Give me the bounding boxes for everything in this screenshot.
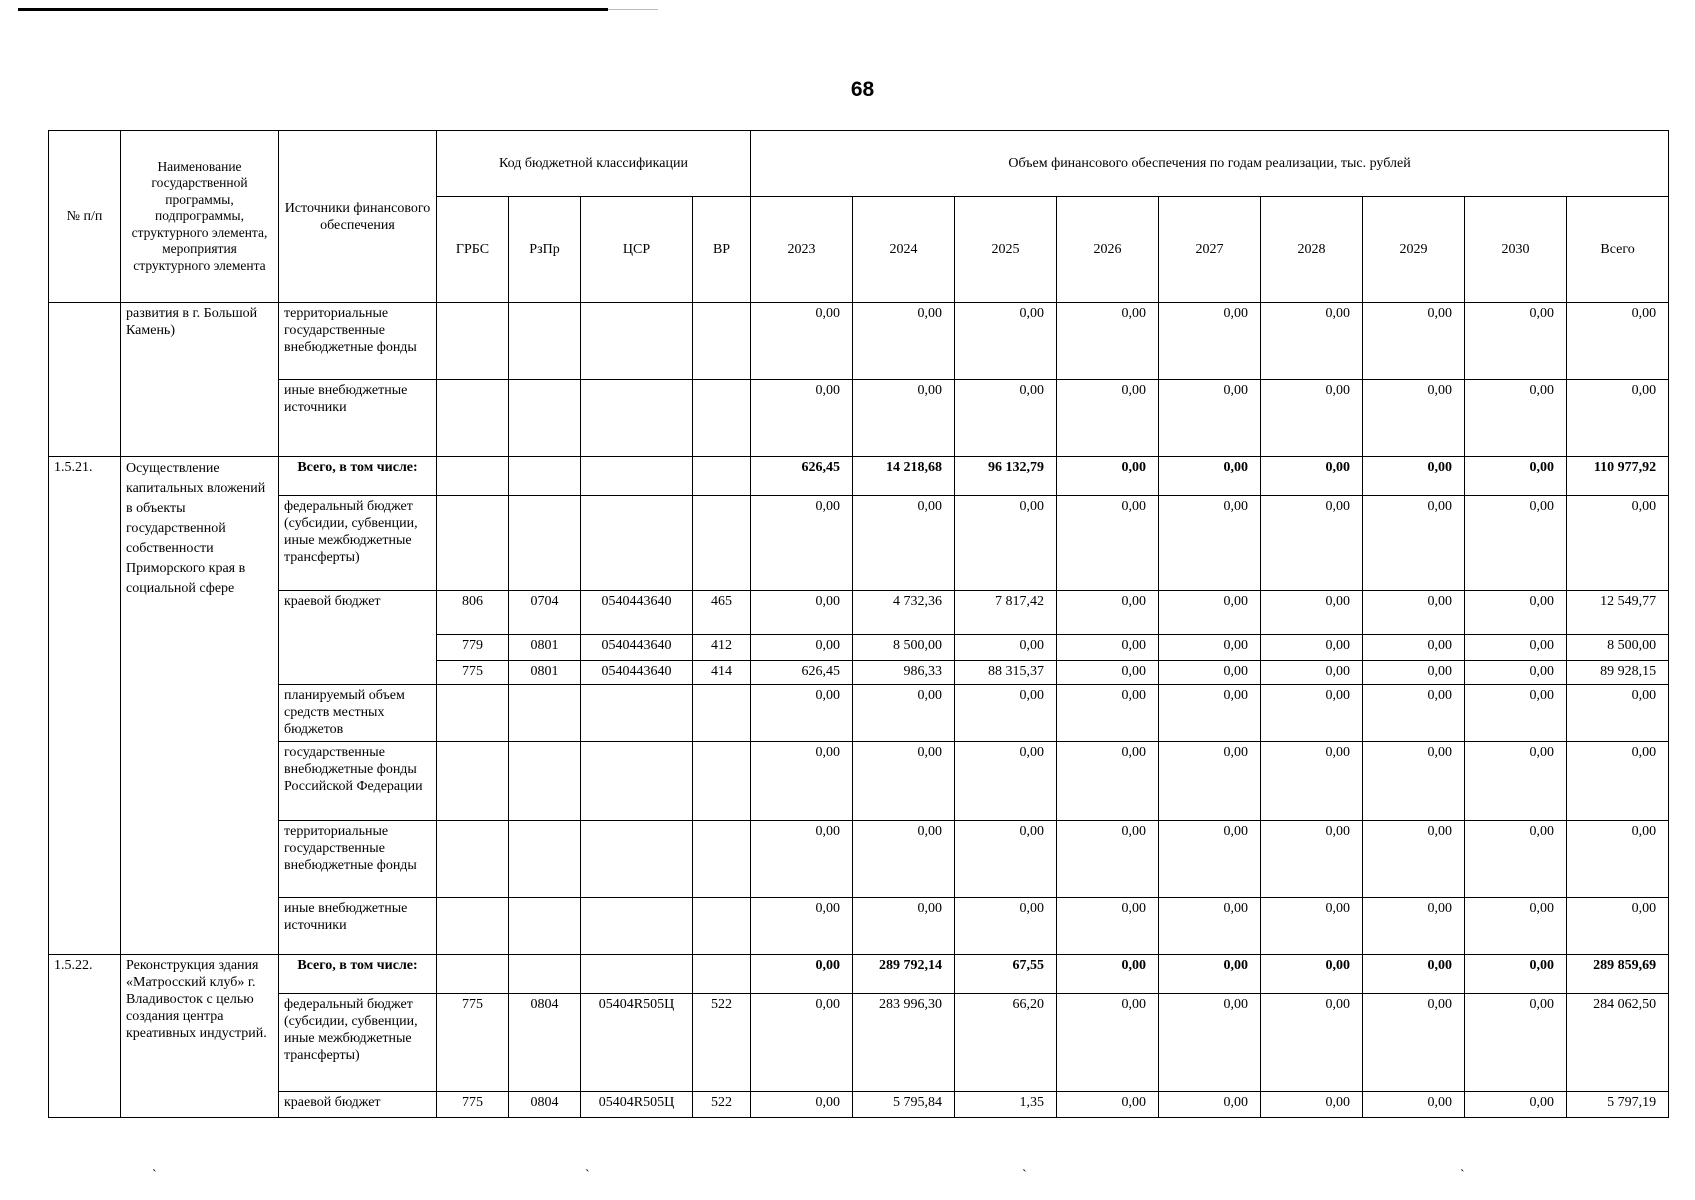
value-cell: 0,00: [1159, 994, 1261, 1092]
value-cell: 66,20: [955, 994, 1057, 1092]
value-cell: 0,00: [1363, 457, 1465, 496]
value-cell: 0,00: [751, 303, 853, 380]
row-source: планируемый объем средств местных бюджетов: [279, 685, 437, 742]
value-cell: 0,00: [955, 898, 1057, 955]
top-border-line: [18, 8, 608, 11]
value-cell: 0,00: [1057, 821, 1159, 898]
table-row: [49, 1092, 1669, 1118]
header-year: 2028: [1261, 197, 1363, 303]
value-cell: 0,00: [1465, 457, 1567, 496]
value-cell: 0,00: [1057, 955, 1159, 994]
value-cell: 14 218,68: [853, 457, 955, 496]
value-cell: 0,00: [1261, 457, 1363, 496]
value-cell: 0,00: [1363, 1092, 1465, 1118]
value-cell: 289 859,69: [1567, 955, 1669, 994]
value-cell: 0,00: [1057, 661, 1159, 685]
value-cell: 0,00: [1261, 496, 1363, 591]
row-num: 1.5.21.: [49, 457, 121, 955]
value-cell: 626,45: [751, 661, 853, 685]
value-cell: 283 996,30: [853, 994, 955, 1092]
table-row: [49, 685, 1669, 742]
value-cell: 0,00: [1465, 994, 1567, 1092]
value-cell: 67,55: [955, 955, 1057, 994]
value-cell: 0,00: [1465, 496, 1567, 591]
value-cell: 986,33: [853, 661, 955, 685]
value-cell: 0,00: [1465, 1092, 1567, 1118]
value-cell: 0,00: [1363, 898, 1465, 955]
value-cell: 0,00: [751, 496, 853, 591]
row-source: федеральный бюджет (субсидии, субвенции, иные межбюджетные трансферты): [279, 994, 437, 1092]
value-cell: 0,00: [853, 898, 955, 955]
value-cell: 0,00: [751, 898, 853, 955]
table-row: [49, 380, 1669, 457]
value-cell: 0,00: [853, 821, 955, 898]
value-cell: 0,00: [1057, 303, 1159, 380]
code-cell: 806: [437, 591, 509, 635]
code-cell: 0801: [509, 661, 581, 685]
code-cell: 0704: [509, 591, 581, 635]
header-code: ВР: [693, 197, 751, 303]
header-num: № п/п: [49, 131, 121, 303]
code-cell: 0540443640: [581, 661, 693, 685]
code-cell: 0801: [509, 635, 581, 661]
code-cell: 779: [437, 635, 509, 661]
value-cell: 0,00: [1363, 496, 1465, 591]
value-cell: 0,00: [1159, 1092, 1261, 1118]
page-number: 68: [850, 78, 875, 101]
value-cell: 0,00: [1567, 742, 1669, 821]
value-cell: 89 928,15: [1567, 661, 1669, 685]
row-source: краевой бюджет: [279, 1092, 437, 1118]
value-cell: 0,00: [751, 591, 853, 635]
value-cell: 0,00: [955, 685, 1057, 742]
row-name: Осуществление капитальных вложений в объекты государственной собственности Приморского края в социальной сфере: [121, 457, 279, 955]
header-code: РзПр: [509, 197, 581, 303]
value-cell: 0,00: [1057, 1092, 1159, 1118]
value-cell: 0,00: [751, 685, 853, 742]
value-cell: 0,00: [1057, 457, 1159, 496]
value-cell: 8 500,00: [853, 635, 955, 661]
value-cell: 0,00: [1159, 496, 1261, 591]
value-cell: 0,00: [1465, 955, 1567, 994]
header-code: ГРБС: [437, 197, 509, 303]
header-volume-group: Объем финансового обеспечения по годам реализации, тыс. рублей: [751, 131, 1669, 197]
value-cell: 0,00: [751, 994, 853, 1092]
table-row: [49, 591, 1669, 635]
code-cell: 0540443640: [581, 591, 693, 635]
footer-mark: `: [1022, 1168, 1027, 1183]
value-cell: 0,00: [1465, 303, 1567, 380]
value-cell: 0,00: [1159, 685, 1261, 742]
footer-mark: `: [152, 1168, 157, 1183]
code-cell: 412: [693, 635, 751, 661]
value-cell: 7 817,42: [955, 591, 1057, 635]
value-cell: 0,00: [1261, 380, 1363, 457]
value-cell: 0,00: [955, 303, 1057, 380]
value-cell: 0,00: [751, 1092, 853, 1118]
value-cell: 88 315,37: [955, 661, 1057, 685]
code-cell: 05404R505Ц: [581, 994, 693, 1092]
header-source: Источники финансового обеспечения: [279, 131, 437, 303]
header-year: Всего: [1567, 197, 1669, 303]
row-num: 1.5.22.: [49, 955, 121, 1118]
value-cell: 0,00: [751, 635, 853, 661]
header-name: Наименование государственной программы, подпрограммы, структурного элемента, мероприятия структурного элемента: [121, 131, 279, 303]
table-row: [49, 821, 1669, 898]
row-source: территориальные государственные внебюджетные фонды: [279, 303, 437, 380]
value-cell: 0,00: [1567, 898, 1669, 955]
value-cell: 284 062,50: [1567, 994, 1669, 1092]
value-cell: 0,00: [1363, 661, 1465, 685]
value-cell: 0,00: [1159, 591, 1261, 635]
value-cell: 0,00: [1057, 591, 1159, 635]
code-cell: 0540443640: [581, 635, 693, 661]
value-cell: 0,00: [1363, 994, 1465, 1092]
header-year: 2029: [1363, 197, 1465, 303]
row-num: [49, 303, 121, 457]
value-cell: 0,00: [1057, 742, 1159, 821]
value-cell: 0,00: [1567, 685, 1669, 742]
value-cell: 0,00: [955, 496, 1057, 591]
value-cell: 0,00: [1363, 955, 1465, 994]
value-cell: 0,00: [955, 635, 1057, 661]
value-cell: 626,45: [751, 457, 853, 496]
value-cell: 0,00: [1159, 821, 1261, 898]
row-source-total: Всего, в том числе:: [279, 457, 437, 496]
value-cell: 0,00: [955, 742, 1057, 821]
value-cell: 0,00: [1465, 591, 1567, 635]
top-border-fade: [608, 9, 658, 10]
value-cell: 0,00: [1261, 635, 1363, 661]
code-cell: 0804: [509, 994, 581, 1092]
row-source: иные внебюджетные источники: [279, 380, 437, 457]
value-cell: 1,35: [955, 1092, 1057, 1118]
value-cell: 0,00: [1363, 380, 1465, 457]
value-cell: 0,00: [1261, 685, 1363, 742]
value-cell: 12 549,77: [1567, 591, 1669, 635]
table-row: [49, 303, 1669, 380]
value-cell: 0,00: [1465, 742, 1567, 821]
row-source-total: Всего, в том числе:: [279, 955, 437, 994]
row-name: Реконструкция здания «Матросский клуб» г. Владивосток с целью создания центра креативных индустрий.: [121, 955, 279, 1118]
header-year: 2024: [853, 197, 955, 303]
value-cell: 0,00: [1465, 380, 1567, 457]
value-cell: 0,00: [1159, 303, 1261, 380]
value-cell: 0,00: [1159, 661, 1261, 685]
value-cell: 0,00: [853, 742, 955, 821]
value-cell: 0,00: [1363, 821, 1465, 898]
value-cell: 96 132,79: [955, 457, 1057, 496]
value-cell: 0,00: [1057, 635, 1159, 661]
value-cell: 0,00: [1057, 994, 1159, 1092]
value-cell: 0,00: [1567, 303, 1669, 380]
value-cell: 0,00: [1159, 898, 1261, 955]
value-cell: 0,00: [1363, 635, 1465, 661]
value-cell: 0,00: [1465, 898, 1567, 955]
value-cell: 0,00: [853, 303, 955, 380]
row-source: иные внебюджетные источники: [279, 898, 437, 955]
value-cell: 0,00: [1261, 303, 1363, 380]
value-cell: 0,00: [1567, 821, 1669, 898]
value-cell: 5 797,19: [1567, 1092, 1669, 1118]
header-code-group: Код бюджетной классификации: [437, 131, 751, 197]
value-cell: 4 732,36: [853, 591, 955, 635]
value-cell: 0,00: [1261, 821, 1363, 898]
header-year: 2027: [1159, 197, 1261, 303]
code-cell: 522: [693, 1092, 751, 1118]
value-cell: 0,00: [1159, 457, 1261, 496]
value-cell: 8 500,00: [1567, 635, 1669, 661]
value-cell: 0,00: [1057, 898, 1159, 955]
code-cell: 775: [437, 994, 509, 1092]
code-cell: 775: [437, 1092, 509, 1118]
table-row: [49, 496, 1669, 591]
table-row: [49, 994, 1669, 1092]
code-cell: 05404R505Ц: [581, 1092, 693, 1118]
row-source: федеральный бюджет (субсидии, субвенции, иные межбюджетные трансферты): [279, 496, 437, 591]
value-cell: 0,00: [1261, 955, 1363, 994]
header-year: 2025: [955, 197, 1057, 303]
value-cell: 0,00: [1465, 685, 1567, 742]
header-year: 2023: [751, 197, 853, 303]
value-cell: 0,00: [751, 955, 853, 994]
value-cell: 0,00: [1465, 635, 1567, 661]
header-year: 2026: [1057, 197, 1159, 303]
value-cell: 0,00: [1261, 661, 1363, 685]
value-cell: 0,00: [1159, 635, 1261, 661]
value-cell: 0,00: [751, 380, 853, 457]
code-cell: 414: [693, 661, 751, 685]
value-cell: 0,00: [853, 685, 955, 742]
value-cell: 0,00: [1567, 496, 1669, 591]
row-source: государственные внебюджетные фонды Российской Федерации: [279, 742, 437, 821]
value-cell: 5 795,84: [853, 1092, 955, 1118]
value-cell: 0,00: [1363, 303, 1465, 380]
value-cell: 289 792,14: [853, 955, 955, 994]
value-cell: 0,00: [955, 380, 1057, 457]
value-cell: 0,00: [1159, 380, 1261, 457]
footer-mark: `: [1460, 1168, 1465, 1183]
value-cell: 0,00: [751, 821, 853, 898]
value-cell: 0,00: [1261, 742, 1363, 821]
header-year: 2030: [1465, 197, 1567, 303]
value-cell: 0,00: [1159, 955, 1261, 994]
row-name: развития в г. Большой Камень): [121, 303, 279, 457]
value-cell: 0,00: [1057, 380, 1159, 457]
value-cell: 0,00: [853, 380, 955, 457]
value-cell: 0,00: [853, 496, 955, 591]
value-cell: 0,00: [1363, 685, 1465, 742]
code-cell: 0804: [509, 1092, 581, 1118]
value-cell: 0,00: [1363, 742, 1465, 821]
value-cell: 0,00: [1261, 994, 1363, 1092]
value-cell: 0,00: [955, 821, 1057, 898]
header-code: ЦСР: [581, 197, 693, 303]
value-cell: 0,00: [1057, 496, 1159, 591]
value-cell: 0,00: [1567, 380, 1669, 457]
row-source: территориальные государственные внебюджетные фонды: [279, 821, 437, 898]
table-row: [49, 457, 1669, 496]
code-cell: 775: [437, 661, 509, 685]
row-source: краевой бюджет: [279, 591, 437, 685]
value-cell: 0,00: [1465, 661, 1567, 685]
value-cell: 0,00: [1261, 1092, 1363, 1118]
footer-mark: `: [585, 1168, 590, 1183]
table-row: [49, 742, 1669, 821]
code-cell: 522: [693, 994, 751, 1092]
value-cell: 0,00: [1261, 591, 1363, 635]
value-cell: 0,00: [1159, 742, 1261, 821]
value-cell: 0,00: [1363, 591, 1465, 635]
value-cell: 0,00: [1465, 821, 1567, 898]
value-cell: 0,00: [1261, 898, 1363, 955]
value-cell: 110 977,92: [1567, 457, 1669, 496]
table-row: [49, 955, 1669, 994]
value-cell: 0,00: [751, 742, 853, 821]
budget-table: [48, 130, 1669, 1118]
table-row: [49, 898, 1669, 955]
code-cell: 465: [693, 591, 751, 635]
value-cell: 0,00: [1057, 685, 1159, 742]
